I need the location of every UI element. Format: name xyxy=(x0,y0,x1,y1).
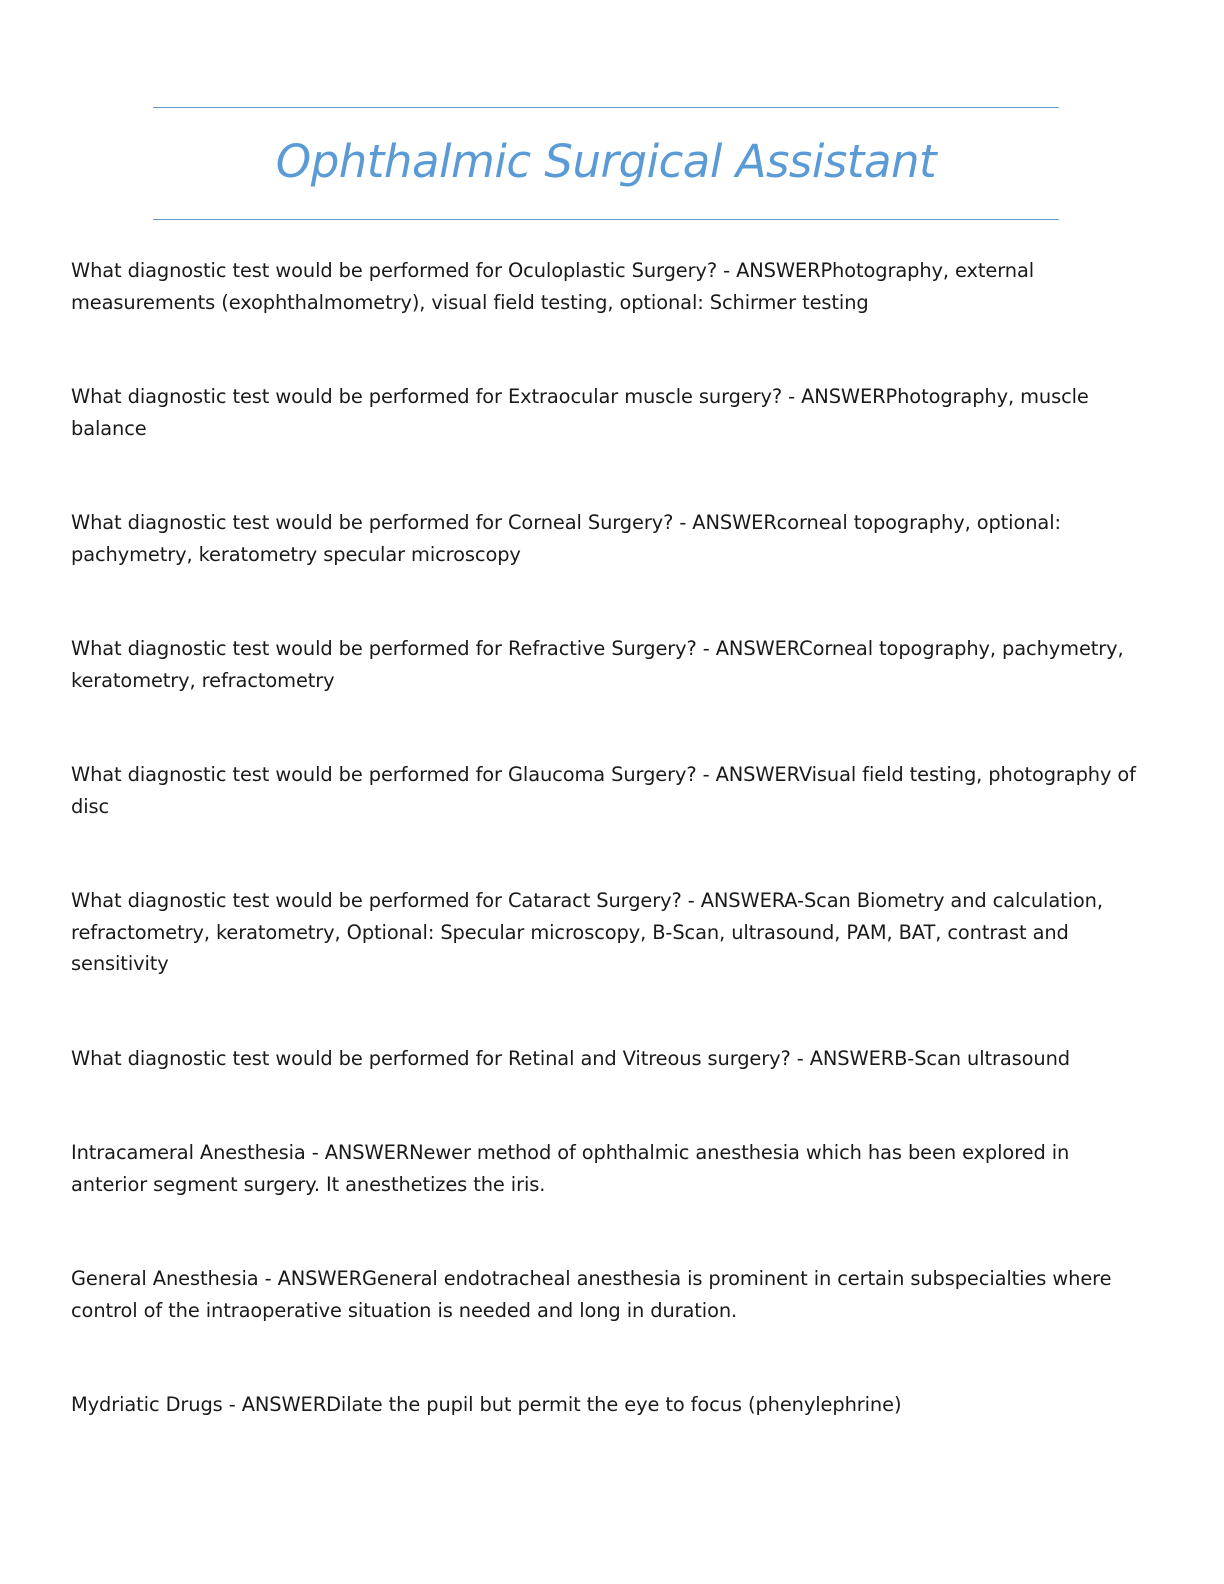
qa-entry: General Anesthesia - ANSWERGeneral endotracheal anesthesia is prominent in certain subspecialties where control of the intraoperative situation is needed and long in duration. xyxy=(71,1267,1112,1322)
page-title: Ophthalmic Surgical Assistant xyxy=(275,135,937,188)
qa-entry: What diagnostic test would be performed for Cataract Surgery? - ANSWERA-Scan Biometry and calculation, refractometry, keratometry, Optional: Specular microscopy, B-Scan, ultrasound, PAM, BAT, contrast and sensitivity xyxy=(71,889,1103,975)
qa-entry: What diagnostic test would be performed for Refractive Surgery? - ANSWERCorneal topography, pachymetry, keratometry, refractometry xyxy=(71,637,1124,692)
qa-entry: Mydriatic Drugs - ANSWERDilate the pupil but permit the eye to focus (phenylephrine) xyxy=(71,1393,902,1416)
qa-entry: Intracameral Anesthesia - ANSWERNewer method of ophthalmic anesthesia which has been explored in anterior segment surgery. It anesthetizes the iris. xyxy=(71,1141,1070,1196)
qa-entry: What diagnostic test would be performed for Extraocular muscle surgery? - ANSWERPhotography, muscle balance xyxy=(71,385,1089,440)
title-rule-bottom xyxy=(153,219,1059,220)
qa-list xyxy=(71,255,1146,1484)
title-rule-top xyxy=(153,107,1059,108)
qa-entry: What diagnostic test would be performed for Glaucoma Surgery? - ANSWERVisual field testing, photography of disc xyxy=(71,763,1136,818)
qa-entry: What diagnostic test would be performed for Retinal and Vitreous surgery? - ANSWERB-Scan ultrasound xyxy=(71,1046,1070,1070)
qa-entry: What diagnostic test would be performed for Corneal Surgery? - ANSWERcorneal topography, optional: pachymetry, keratometry specular microscopy xyxy=(71,511,1061,566)
qa-entry: What diagnostic test would be performed for Oculoplastic Surgery? - ANSWERPhotography, external measurements (exophthalmometry), visual field testing, optional: Schirmer testing xyxy=(71,259,1035,314)
